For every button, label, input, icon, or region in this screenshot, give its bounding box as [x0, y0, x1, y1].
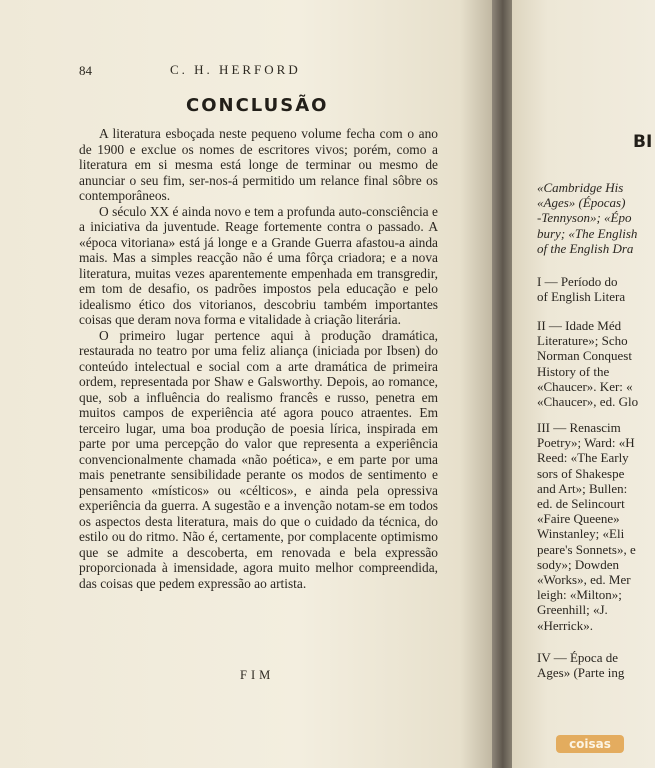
end-mark: FIM	[240, 668, 275, 682]
page-number: 84	[79, 63, 92, 78]
body-text	[79, 126, 438, 591]
paragraph-3: O primeiro lugar pertence aqui à produção dramática, restaurada no teatro por uma feliz aliança (iniciada por Ibsen) do conteúdo intelectual e social com a arte dramática de primeira ordem, representada por Shaw e Galsworthy. Depois, ao romance, que, sob a influência do realismo francês e russo, penetra em muitos campos de experiência até agora pouco atraentes. Em terceiro lugar, uma boa produção de poesia lírica, inspirada em parte por uma percepção do valor que representa a experiência convencionalmente chamada «não poética», e em parte por uma mais penetrante sensibilidade perante os modos de sentimento e pensamento «místicos» ou «célticos», e ainda pela opressiva experiência da guerra. A sugestão e a invenção notam-se em todos os aspectos desta literatura, mais do que o cuidado da técnica, do estilo ou do ritmo. Não é, certamente, por complacente optimismo que se admite a descoberta, em renovada e bela expressão proporcionada à imensidade, agora muito melhor compreendida, das coisas que pedem expressão ao artista.	[79, 327, 438, 591]
watermark-logo: coisas	[556, 735, 624, 753]
paragraph-1: A literatura esboçada neste pequeno volume fecha com o ano de 1900 e exclue os nomes de escritores vivos; porém, como a literatura em si mesma está longe de terminar ou mesmo de anunciar o seu fim, ser-nos-á permitido um relance final sôbre os contemporâneos.	[79, 126, 438, 203]
running-head: C. H. HERFORD	[170, 62, 301, 77]
chapter-title: CONCLUSÃO	[186, 95, 329, 116]
right-page-block-1: «Cambridge His «Ages» (Épocas) -Tennyson»; «Épo bury; «The English of the English Dra	[537, 180, 638, 256]
right-page-heading: BI	[633, 132, 653, 152]
right-page-block-5: IV — Época de Ages» (Parte ing	[537, 650, 625, 681]
paragraph-2: O século XX é ainda novo e tem a profunda auto-consciência e a iniciativa da juventude. Reage fortemente contra o passado. A «época vitoriana» está já longe e a Grande Guerra afastou-a ainda mais. Mas a simples reacção não é uma fôrça criadora; e a nova literatura, muitas vezes aparentemente empenhada em transgredir, em tom de desafio, os padrões impostos pela educação e pelo idealismo ético dos vitorianos, descobriu também importantes coisas que deram nova forma e vitalidade à criação literária.	[79, 203, 438, 327]
right-page-block-4: III — Renascim Poetry»; Ward: «H Reed: «The Early sors of Shakespe and Art»; Bullen: ed. de Selincourt «Faire Queene» Winstanley; «Eli peare's Sonnets», e sody»; Dowden «Works», ed. Mer leigh: «Milton»; Greenhill; «J. «Herrick».	[537, 420, 636, 633]
right-page-block-3: II — Idade Méd Literature»; Scho Norman Conquest History of the «Chaucer». Ker: « «Chaucer», ed. Glo	[537, 318, 639, 410]
right-page-block-2: I — Período do of English Litera	[537, 274, 626, 305]
